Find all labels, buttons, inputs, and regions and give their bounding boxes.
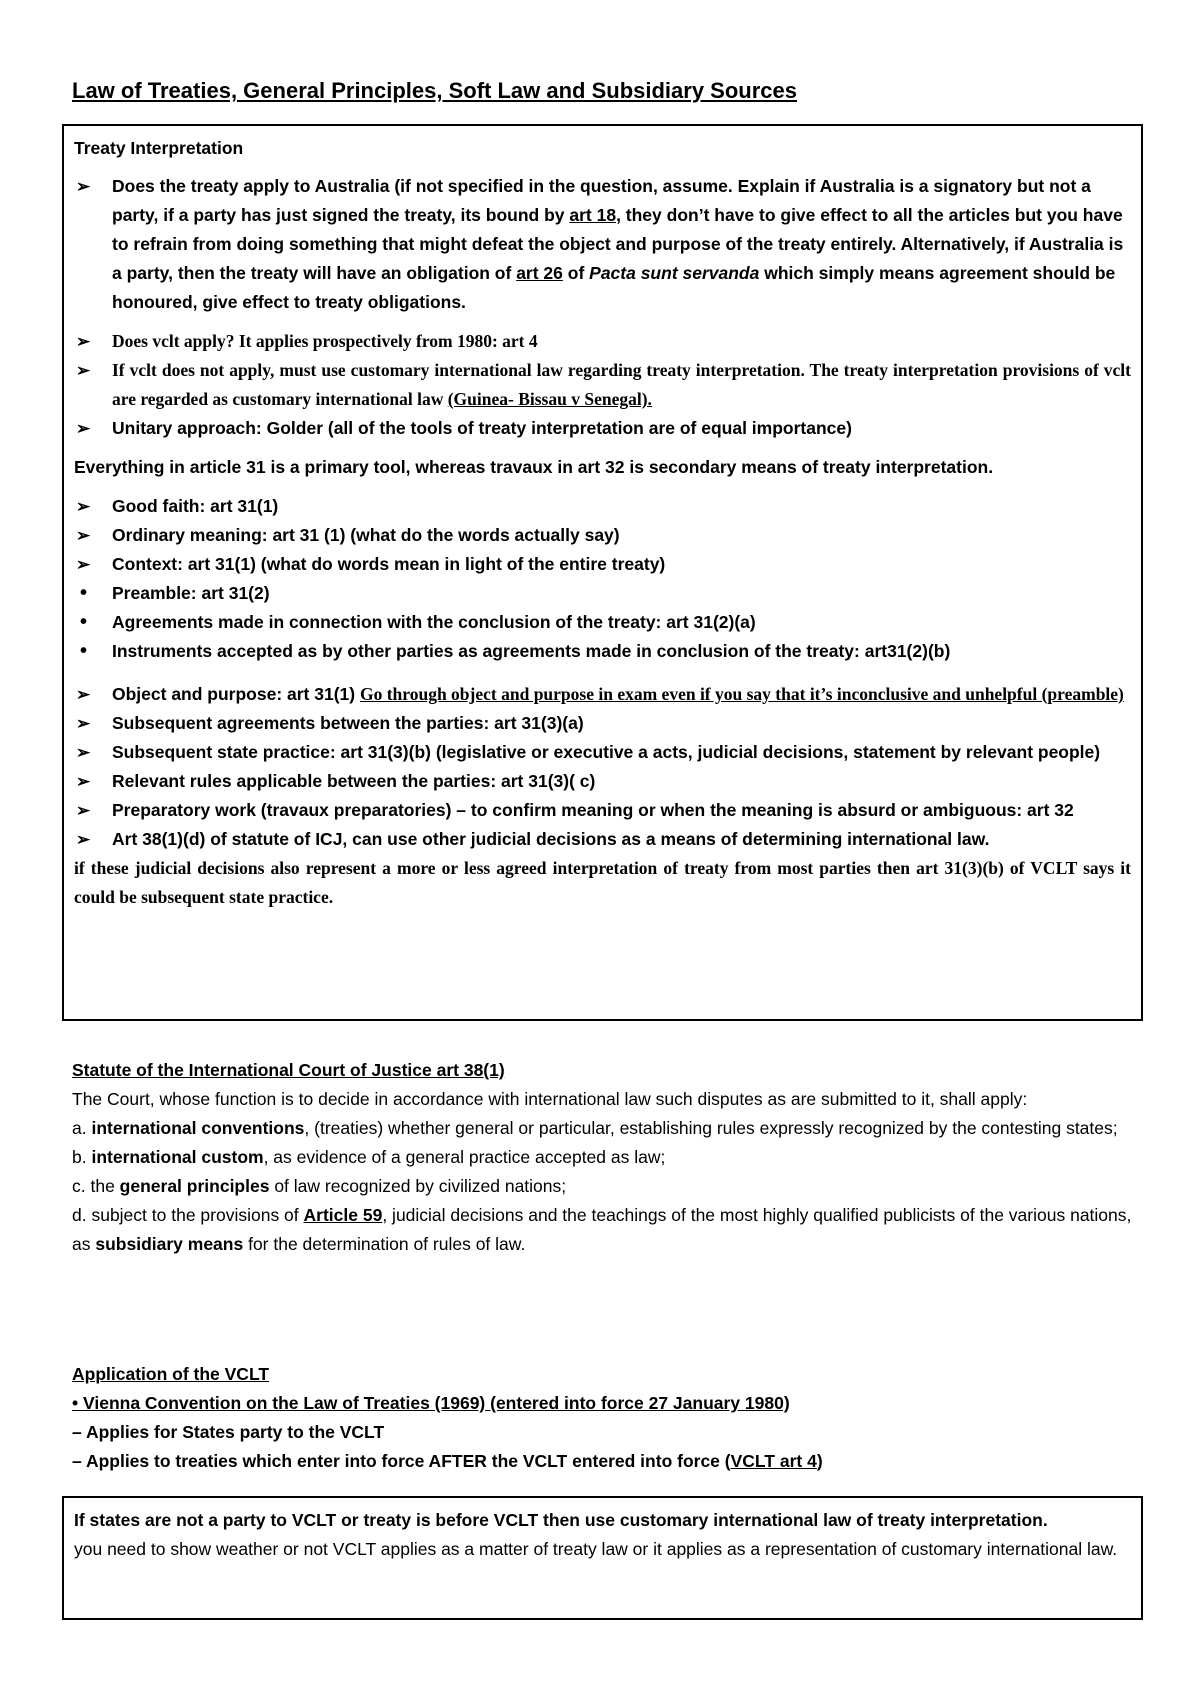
arrow-bullet-icon: ➢ <box>76 361 91 380</box>
bullet-list-2 <box>74 492 1131 666</box>
primary-tool-paragraph: Everything in article 31 is a primary tool, whereas travaux in art 32 is secondary means of treaty interpretation. <box>74 457 994 477</box>
arrow-bullet-icon: ➢ <box>76 177 91 196</box>
arrow-bullet-icon: ➢ <box>76 332 91 351</box>
list-item: ➢ Unitary approach: Golder (all of the tools of treaty interpretation are of equal importance) <box>74 414 1131 443</box>
arrow-bullet-icon: ➢ <box>76 772 91 791</box>
arrow-bullet-icon: ➢ <box>76 526 91 545</box>
art-26-link: art 26 <box>516 263 563 283</box>
arrow-bullet-icon: ➢ <box>76 830 91 849</box>
statute-intro: The Court, whose function is to decide in accordance with international law such disputes as are submitted to it, shall apply: <box>72 1089 1028 1109</box>
application-heading: Application of the VCLT <box>72 1364 270 1384</box>
customary-law-box <box>62 1496 1143 1620</box>
vclt-art-4-link: VCLT art 4 <box>730 1451 817 1471</box>
list-item: ➢ Art 38(1)(d) of statute of ICJ, can use other judicial decisions as a means of determining international law. <box>74 825 1131 854</box>
list-item: ➢ Does vclt apply? It applies prospectively from 1980: art 4 <box>74 327 1131 356</box>
application-section <box>72 1360 1142 1476</box>
statute-item-c: c. the general principles of law recognized by civilized nations; <box>72 1176 567 1196</box>
list-item: ➢ Good faith: art 31(1) <box>74 492 1131 521</box>
list-item: ➢ Preparatory work (travaux preparatories) – to confirm meaning or when the meaning is absurd or ambiguous: art 32 <box>74 796 1131 825</box>
list-item: ➢ Object and purpose: art 31(1) Go through object and purpose in exam even if you say that it’s inconclusive and unhelpful (preamble) <box>74 680 1131 709</box>
arrow-bullet-icon: ➢ <box>76 497 91 516</box>
arrow-bullet-icon: ➢ <box>76 714 91 733</box>
bullet-list-1 <box>74 172 1131 317</box>
customary-law-note: If states are not a party to VCLT or treaty is before VCLT then use customary international law of treaty interpretation. <box>74 1510 1048 1530</box>
vclt-applicability-note: you need to show weather or not VCLT applies as a matter of treaty law or it applies as a representation of customary international law. <box>74 1539 1118 1559</box>
dot-bullet-icon: • <box>80 611 88 633</box>
box-heading: Treaty Interpretation <box>74 138 244 158</box>
statute-item-d: d. subject to the provisions of Article 59, judicial decisions and the teachings of the most highly qualified publicists of the various nations, as subsidiary means for the determination of rules of law. <box>72 1205 1132 1254</box>
list-item: ➢ If vclt does not apply, must use customary international law regarding treaty interpretation. The treaty interpretation provisions of vclt are regarded as customary international law (Guinea- Bissau v Senegal). <box>74 356 1131 414</box>
art-18-link: art 18 <box>569 205 617 225</box>
object-purpose-note: Go through object and purpose in exam even if you say that it’s inconclusive and unhelpful (preamble) <box>359 684 1124 704</box>
list-item: ➢ Context: art 31(1) (what do words mean in light of the entire treaty) <box>74 550 1131 579</box>
arrow-bullet-icon: ➢ <box>76 555 91 574</box>
list-item: ➢ Subsequent state practice: art 31(3)(b) (legislative or executive a acts, judicial decisions, statement by relevant people) <box>74 738 1131 767</box>
bullet-list-4 <box>74 709 1131 854</box>
article-59-link: Article 59 <box>303 1205 383 1225</box>
arrow-bullet-icon: ➢ <box>76 743 91 762</box>
bullet-list-vclt <box>74 327 1131 443</box>
dot-bullet-icon: • <box>80 582 88 604</box>
dot-bullet-icon: • <box>80 640 88 662</box>
statute-item-a: a. international conventions, (treaties) whether general or particular, establishing rules expressly recognized by the contesting states; <box>72 1118 1118 1138</box>
arrow-bullet-icon: ➢ <box>76 419 91 438</box>
statute-item-b: b. international custom, as evidence of a general practice accepted as law; <box>72 1147 666 1167</box>
applies-states-line: – Applies for States party to the VCLT <box>72 1422 385 1442</box>
statute-section <box>72 1056 1142 1259</box>
applies-treaties-line: – Applies to treaties which enter into force AFTER the VCLT entered into force (VCLT art 4) <box>72 1451 823 1471</box>
arrow-bullet-icon: ➢ <box>76 801 91 820</box>
statute-heading: Statute of the International Court of Justice art 38(1) <box>72 1060 505 1080</box>
list-item: • Preamble: art 31(2) <box>74 579 1131 608</box>
arrow-bullet-icon: ➢ <box>76 685 91 704</box>
list-item: ➢ Relevant rules applicable between the parties: art 31(3)( c) <box>74 767 1131 796</box>
vienna-convention-line: • Vienna Convention on the Law of Treaties (1969) (entered into force 27 January 1980) <box>72 1393 790 1413</box>
bullet-list-3 <box>74 680 1131 709</box>
guinea-bissau-case-link: (Guinea- Bissau v Senegal). <box>447 389 652 409</box>
document-title: Law of Treaties, General Principles, Soft Law and Subsidiary Sources <box>72 78 798 103</box>
list-item: ➢ Subsequent agreements between the parties: art 31(3)(a) <box>74 709 1131 738</box>
list-item: • Agreements made in connection with the conclusion of the treaty: art 31(2)(a) <box>74 608 1131 637</box>
closing-paragraph: if these judicial decisions also represent a more or less agreed interpretation of treaty from most parties then art 31(3)(b) of VCLT says it could be subsequent state practice. <box>74 858 1131 907</box>
list-item: • Instruments accepted as by other parties as agreements made in conclusion of the treaty: art31(2)(b) <box>74 637 1131 666</box>
list-item: ➢ Does the treaty apply to Australia (if not specified in the question, assume. Explain if Australia is a signatory but not a party, if a party has just signed the treaty, its bound by art 18, they don’t have to give effect to all the articles but you have to refrain from doing something that might defeat the object and purpose of the treaty entirely. Alternatively, if Australia is a party, then the treaty will have an obligation of art 26 of Pacta sunt servanda which simply means agreement should be honoured, give effect to treaty obligations. <box>74 172 1131 317</box>
list-item: ➢ Ordinary meaning: art 31 (1) (what do the words actually say) <box>74 521 1131 550</box>
treaty-interpretation-box <box>62 124 1143 1021</box>
